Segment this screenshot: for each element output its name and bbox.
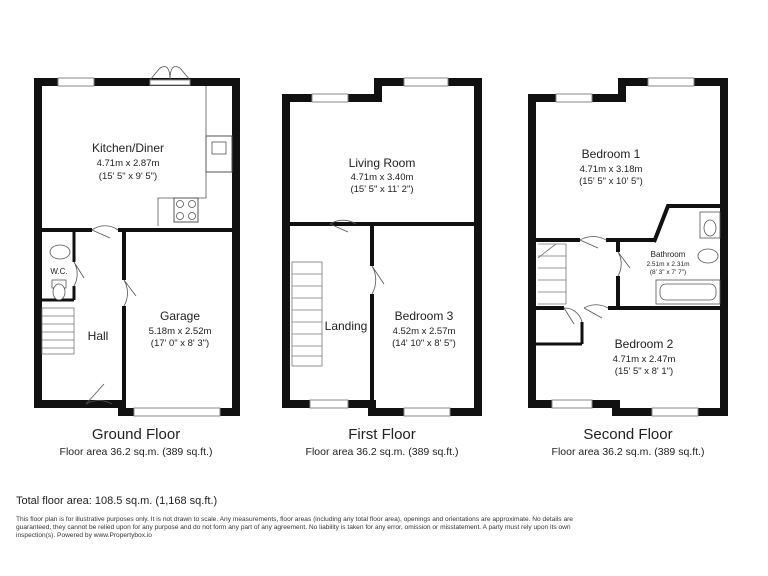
room-label-landing: Landing <box>324 319 368 333</box>
room-dim-ft-bathroom: (8' 3" x 7' 7") <box>649 269 687 276</box>
window-bedroom2-left <box>552 400 592 408</box>
ground-floor-plan <box>38 67 236 417</box>
floor-area-second: Floor area 36.2 sq.m. (389 sq.ft.) <box>551 446 705 458</box>
second-floor-stairs <box>538 244 566 304</box>
first-floor-stairs <box>292 262 322 366</box>
floor-area-first: Floor area 36.2 sq.m. (389 sq.ft.) <box>305 446 459 458</box>
room-dim-m-bathroom: 2.51m x 2.31m <box>646 261 690 268</box>
room-label-living-room: Living Room <box>348 156 416 170</box>
floor-title-second: Second Floor <box>583 426 673 443</box>
room-label-garage: Garage <box>159 309 201 323</box>
first-floor-plan <box>286 78 478 416</box>
window-living-room-right <box>404 78 448 86</box>
window-bedroom2-right <box>652 408 698 416</box>
room-label-wc: W.C. <box>50 267 68 276</box>
door-swing-kitchen <box>92 226 118 238</box>
floor-title-ground: Ground Floor <box>91 426 181 443</box>
room-label-hall: Hall <box>87 329 109 343</box>
window-bedroom1-right <box>648 78 694 86</box>
room-dim-ft-living-room: (15' 5" x 11' 2") <box>350 184 414 195</box>
ground-floor-stairs <box>42 308 74 354</box>
first-floor-outer-wall <box>286 82 478 412</box>
door-swing-garage <box>124 280 136 306</box>
bathroom-toilet <box>700 212 720 238</box>
garage-door <box>134 408 220 416</box>
room-label-bedroom3: Bedroom 3 <box>394 309 454 323</box>
room-dim-ft-bedroom3: (14' 10" x 8' 5") <box>392 338 456 349</box>
wc-toilet <box>53 284 65 300</box>
room-dim-m-garage: 5.18m x 2.52m <box>148 326 212 337</box>
french-door-swing <box>150 67 190 81</box>
french-doors-kitchen <box>150 80 190 85</box>
room-dim-m-bedroom3: 4.52m x 2.57m <box>392 326 456 337</box>
room-dim-m-kitchen-diner: 4.71m x 2.87m <box>96 158 160 169</box>
door-swing-bedroom2 <box>584 305 608 318</box>
room-dim-m-living-room: 4.71m x 3.40m <box>350 172 414 183</box>
door-swing-bedroom3 <box>372 266 384 294</box>
room-label-bathroom: Bathroom <box>650 250 686 259</box>
room-label-bedroom2: Bedroom 2 <box>614 337 674 351</box>
disclaimer-text: This floor plan is for illustrative purposes only. It is not drawn to scale. Any measurements, floor areas (including any total floor area), openings and orientations are approximate. No details are guaranteed, they cannot be relied upon for any purpose and do not form any part of any agreement. No liability is taken for any error, omission or misstatement. A party must rely upon its own inspection(s). Powered by www.Propertybox.io <box>16 516 573 540</box>
floor-area-ground: Floor area 36.2 sq.m. (389 sq.ft.) <box>59 446 213 458</box>
room-dim-m-bedroom2: 4.71m x 2.47m <box>612 354 676 365</box>
window-living-room-left <box>312 94 348 102</box>
window-kitchen <box>58 78 94 86</box>
door-swing-bathroom <box>618 252 630 276</box>
room-dim-ft-bedroom1: (15' 5" x 10' 5") <box>579 176 643 187</box>
room-dim-m-bedroom1: 4.71m x 3.18m <box>579 164 643 175</box>
second-floor-plan <box>532 78 724 416</box>
total-floor-area: Total floor area: 108.5 sq.m. (1,168 sq.ft.) <box>16 495 218 507</box>
door-swing-bedroom1 <box>580 237 606 248</box>
door-swing-cupboard <box>564 308 582 324</box>
floor-title-first: First Floor <box>348 426 416 443</box>
window-bedroom3 <box>404 408 450 416</box>
room-label-kitchen-diner: Kitchen/Diner <box>91 141 165 155</box>
room-dim-ft-bedroom2: (15' 5" x 8' 1") <box>614 366 674 377</box>
room-dim-ft-garage: (17' 0" x 8' 3") <box>150 338 210 349</box>
wc-basin <box>50 245 70 259</box>
room-label-bedroom1: Bedroom 1 <box>581 147 641 161</box>
room-dim-ft-kitchen-diner: (15' 5" x 9' 5") <box>98 171 158 182</box>
door-swing-wc <box>74 262 84 286</box>
bathroom-basin <box>698 249 718 263</box>
window-landing <box>310 400 348 408</box>
window-bedroom1-left <box>556 94 592 102</box>
door-swing-living-room <box>330 220 356 232</box>
